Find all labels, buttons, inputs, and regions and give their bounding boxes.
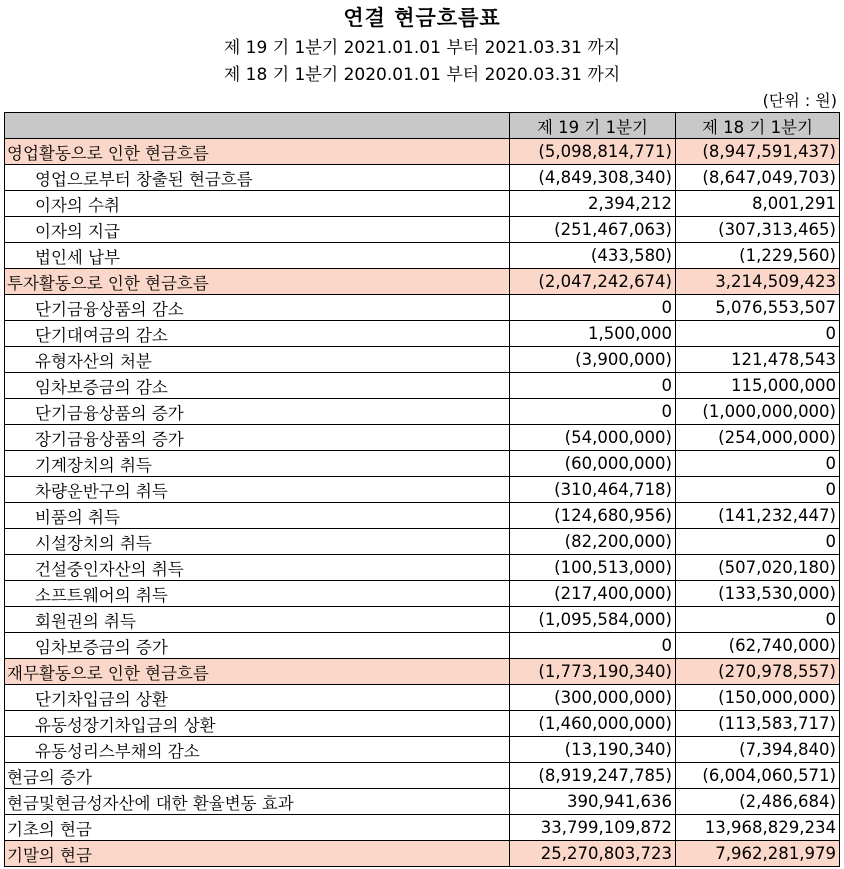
- table-row: [5, 321, 840, 347]
- row-value-prior: (141,232,447): [676, 503, 840, 529]
- row-value-current: (1,773,190,340): [510, 659, 676, 685]
- table-row: [5, 841, 840, 867]
- row-value-prior: 121,478,543: [676, 347, 840, 373]
- row-value-prior: (6,004,060,571): [676, 763, 840, 789]
- row-label: 이자의 수취: [5, 191, 510, 217]
- row-value-prior: 8,001,291: [676, 191, 840, 217]
- table-row: [5, 373, 840, 399]
- row-value-prior: (307,313,465): [676, 217, 840, 243]
- row-label: 유동성장기차입금의 상환: [5, 711, 510, 737]
- row-value-current: 0: [510, 399, 676, 425]
- row-value-current: 1,500,000: [510, 321, 676, 347]
- header-current: 제 19 기 1분기: [510, 113, 676, 139]
- table-row: [5, 503, 840, 529]
- row-label: 장기금융상품의 증가: [5, 425, 510, 451]
- row-value-current: (1,460,000,000): [510, 711, 676, 737]
- row-label: 유동성리스부채의 감소: [5, 737, 510, 763]
- row-value-current: (433,580): [510, 243, 676, 269]
- row-value-current: 2,394,212: [510, 191, 676, 217]
- table-row: [5, 269, 840, 295]
- row-value-current: (251,467,063): [510, 217, 676, 243]
- row-label: 단기금융상품의 증가: [5, 399, 510, 425]
- table-row: [5, 815, 840, 841]
- table-row: [5, 737, 840, 763]
- row-value-current: 390,941,636: [510, 789, 676, 815]
- row-value-current: (2,047,242,674): [510, 269, 676, 295]
- row-value-current: 0: [510, 373, 676, 399]
- table-row: [5, 217, 840, 243]
- table-row: [5, 555, 840, 581]
- row-value-prior: (1,000,000,000): [676, 399, 840, 425]
- table-row: [5, 191, 840, 217]
- row-label: 임차보증금의 감소: [5, 373, 510, 399]
- table-row: [5, 451, 840, 477]
- header-label: [5, 113, 510, 139]
- table-row: [5, 711, 840, 737]
- row-value-prior: (270,978,557): [676, 659, 840, 685]
- statement-title: 연결 현금흐름표: [343, 6, 501, 30]
- row-value-current: (300,000,000): [510, 685, 676, 711]
- row-label: 현금의 증가: [5, 763, 510, 789]
- table-row: [5, 607, 840, 633]
- header-prior: 제 18 기 1분기: [676, 113, 840, 139]
- row-value-prior: 115,000,000: [676, 373, 840, 399]
- row-value-current: (13,190,340): [510, 737, 676, 763]
- row-label: 이자의 지급: [5, 217, 510, 243]
- table-row: [5, 633, 840, 659]
- row-label: 건설중인자산의 취득: [5, 555, 510, 581]
- row-value-current: (82,200,000): [510, 529, 676, 555]
- row-value-current: (54,000,000): [510, 425, 676, 451]
- row-value-prior: (8,647,049,703): [676, 165, 840, 191]
- row-label: 단기대여금의 감소: [5, 321, 510, 347]
- period-current: 제 19 기 1분기 2021.01.01 부터 2021.03.31 까지: [223, 38, 621, 58]
- row-value-current: (4,849,308,340): [510, 165, 676, 191]
- row-value-current: (8,919,247,785): [510, 763, 676, 789]
- row-value-current: (124,680,956): [510, 503, 676, 529]
- row-value-current: (217,400,000): [510, 581, 676, 607]
- table-row: [5, 139, 840, 165]
- row-value-current: (310,464,718): [510, 477, 676, 503]
- table-row: [5, 581, 840, 607]
- row-value-current: 25,270,803,723: [510, 841, 676, 867]
- table-row: [5, 295, 840, 321]
- unit-label: (단위 : 원): [762, 91, 837, 110]
- row-value-prior: (133,530,000): [676, 581, 840, 607]
- row-value-current: 0: [510, 295, 676, 321]
- row-value-current: 0: [510, 633, 676, 659]
- table-row: [5, 425, 840, 451]
- period-prior: 제 18 기 1분기 2020.01.01 부터 2020.03.31 까지: [223, 65, 621, 85]
- row-value-prior: 5,076,553,507: [676, 295, 840, 321]
- table-row: [5, 399, 840, 425]
- row-value-prior: 0: [676, 321, 840, 347]
- table-row: [5, 165, 840, 191]
- row-label: 비품의 취득: [5, 503, 510, 529]
- row-value-prior: (7,394,840): [676, 737, 840, 763]
- table-row: [5, 763, 840, 789]
- row-label: 회원권의 취득: [5, 607, 510, 633]
- row-value-prior: 0: [676, 477, 840, 503]
- row-value-current: (60,000,000): [510, 451, 676, 477]
- row-value-prior: (507,020,180): [676, 555, 840, 581]
- table-row: [5, 243, 840, 269]
- row-value-prior: (150,000,000): [676, 685, 840, 711]
- row-value-prior: (1,229,560): [676, 243, 840, 269]
- row-label: 영업으로부터 창출된 현금흐름: [5, 165, 510, 191]
- row-value-current: 33,799,109,872: [510, 815, 676, 841]
- table-row: [5, 789, 840, 815]
- cash-flow-table: [4, 112, 840, 867]
- row-label: 단기금융상품의 감소: [5, 295, 510, 321]
- row-value-prior: 0: [676, 529, 840, 555]
- table-header-row: [5, 113, 840, 139]
- table-row: [5, 347, 840, 373]
- row-label: 현금및현금성자산에 대한 환율변동 효과: [5, 789, 510, 815]
- table-row: [5, 529, 840, 555]
- row-label: 차량운반구의 취득: [5, 477, 510, 503]
- row-value-prior: 0: [676, 607, 840, 633]
- row-label: 법인세 납부: [5, 243, 510, 269]
- row-label: 재무활동으로 인한 현금흐름: [5, 659, 510, 685]
- row-value-current: (1,095,584,000): [510, 607, 676, 633]
- row-value-prior: 0: [676, 451, 840, 477]
- row-label: 기초의 현금: [5, 815, 510, 841]
- row-label: 투자활동으로 인한 현금흐름: [5, 269, 510, 295]
- row-value-prior: (2,486,684): [676, 789, 840, 815]
- row-value-prior: 3,214,509,423: [676, 269, 840, 295]
- row-value-current: (5,098,814,771): [510, 139, 676, 165]
- row-value-current: (100,513,000): [510, 555, 676, 581]
- row-value-prior: (8,947,591,437): [676, 139, 840, 165]
- row-value-prior: (113,583,717): [676, 711, 840, 737]
- row-label: 기계장치의 취득: [5, 451, 510, 477]
- row-label: 소프트웨어의 취득: [5, 581, 510, 607]
- row-value-prior: (62,740,000): [676, 633, 840, 659]
- row-label: 유형자산의 처분: [5, 347, 510, 373]
- row-label: 기말의 현금: [5, 841, 510, 867]
- row-value-prior: (254,000,000): [676, 425, 840, 451]
- table-body: [5, 139, 840, 867]
- table-row: [5, 659, 840, 685]
- row-value-current: (3,900,000): [510, 347, 676, 373]
- row-label: 단기차입금의 상환: [5, 685, 510, 711]
- row-value-prior: 13,968,829,234: [676, 815, 840, 841]
- table-row: [5, 477, 840, 503]
- row-label: 임차보증금의 증가: [5, 633, 510, 659]
- row-value-prior: 7,962,281,979: [676, 841, 840, 867]
- table-row: [5, 685, 840, 711]
- row-label: 영업활동으로 인한 현금흐름: [5, 139, 510, 165]
- row-label: 시설장치의 취득: [5, 529, 510, 555]
